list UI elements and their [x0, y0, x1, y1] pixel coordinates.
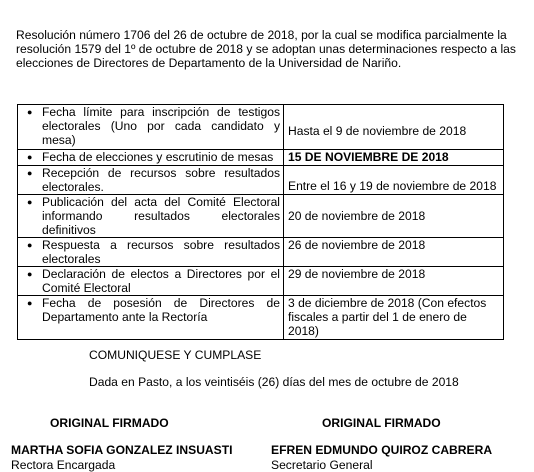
- activity-cell: ● Fecha de elecciones y escrutinio de mesas: [18, 150, 284, 166]
- resolution-intro: Resolución número 1706 del 26 de octubre de 2018, por la cual se modifica parcialmente la resolución 1579 del 1º de octubre de 2018 y se adoptan unas determinaciones respecto a las elecciones de Directores de Departamento de la Universidad de Nariño.: [16, 28, 516, 70]
- signature-status-right: ORIGINAL FIRMADO: [322, 416, 441, 430]
- date-cell: 3 de diciembre de 2018 (Con efectos fiscales a partir del 1 de enero de 2018): [284, 296, 504, 340]
- schedule-table: [17, 104, 504, 340]
- signature-status-left: ORIGINAL FIRMADO: [50, 416, 169, 430]
- date-cell: 29 de noviembre de 2018: [284, 267, 504, 296]
- date-cell: Entre el 16 y 19 de noviembre de 2018: [284, 166, 504, 195]
- table-row: [18, 195, 504, 238]
- dada-en-pasto: Dada en Pasto, a los veintiséis (26) días del mes de octubre de 2018: [89, 375, 459, 389]
- table-row: [18, 267, 504, 296]
- bullet-icon: ●: [27, 298, 33, 308]
- bullet-icon: ●: [27, 152, 33, 162]
- activity-cell: ● Respuesta a recursos sobre resultados electorales: [18, 238, 284, 267]
- closing-statement: COMUNIQUESE Y CUMPLASE: [89, 348, 262, 362]
- activity-cell: ● Publicación del acta del Comité Electoral informando resultados electorales definitivos: [18, 195, 284, 238]
- signatory-name-left: MARTHA SOFIA GONZALEZ INSUASTI: [11, 443, 233, 457]
- activity-cell: ● Declaración de electos a Directores por el Comité Electoral: [18, 267, 284, 296]
- signatory-name-right: EFREN EDMUNDO QUIROZ CABRERA: [271, 443, 493, 457]
- date-cell: 26 de noviembre de 2018: [284, 238, 504, 267]
- bullet-icon: ●: [27, 168, 33, 178]
- table-row: [18, 296, 504, 340]
- bullet-icon: ●: [27, 269, 33, 279]
- table-row: [18, 150, 504, 166]
- date-cell: Hasta el 9 de noviembre de 2018: [284, 105, 504, 150]
- signatory-role-right: Secretario General: [271, 458, 373, 472]
- table-row: [18, 238, 504, 267]
- activity-cell: ● Recepción de recursos sobre resultados electorales.: [18, 166, 284, 195]
- table-row: [18, 105, 504, 150]
- activity-cell: ● Fecha límite para inscripción de testigos electorales (Uno por cada candidato y mesa): [18, 105, 284, 150]
- signatory-role-left: Rectora Encargada: [11, 458, 116, 472]
- date-cell: 20 de noviembre de 2018: [284, 195, 504, 238]
- bullet-icon: ●: [27, 240, 33, 250]
- activity-cell: ● Fecha de posesión de Directores de Departamento ante la Rectoría: [18, 296, 284, 340]
- table-row: [18, 166, 504, 195]
- bullet-icon: ●: [27, 197, 33, 207]
- bullet-icon: ●: [27, 107, 33, 117]
- date-cell: 15 DE NOVIEMBRE DE 2018: [284, 150, 504, 166]
